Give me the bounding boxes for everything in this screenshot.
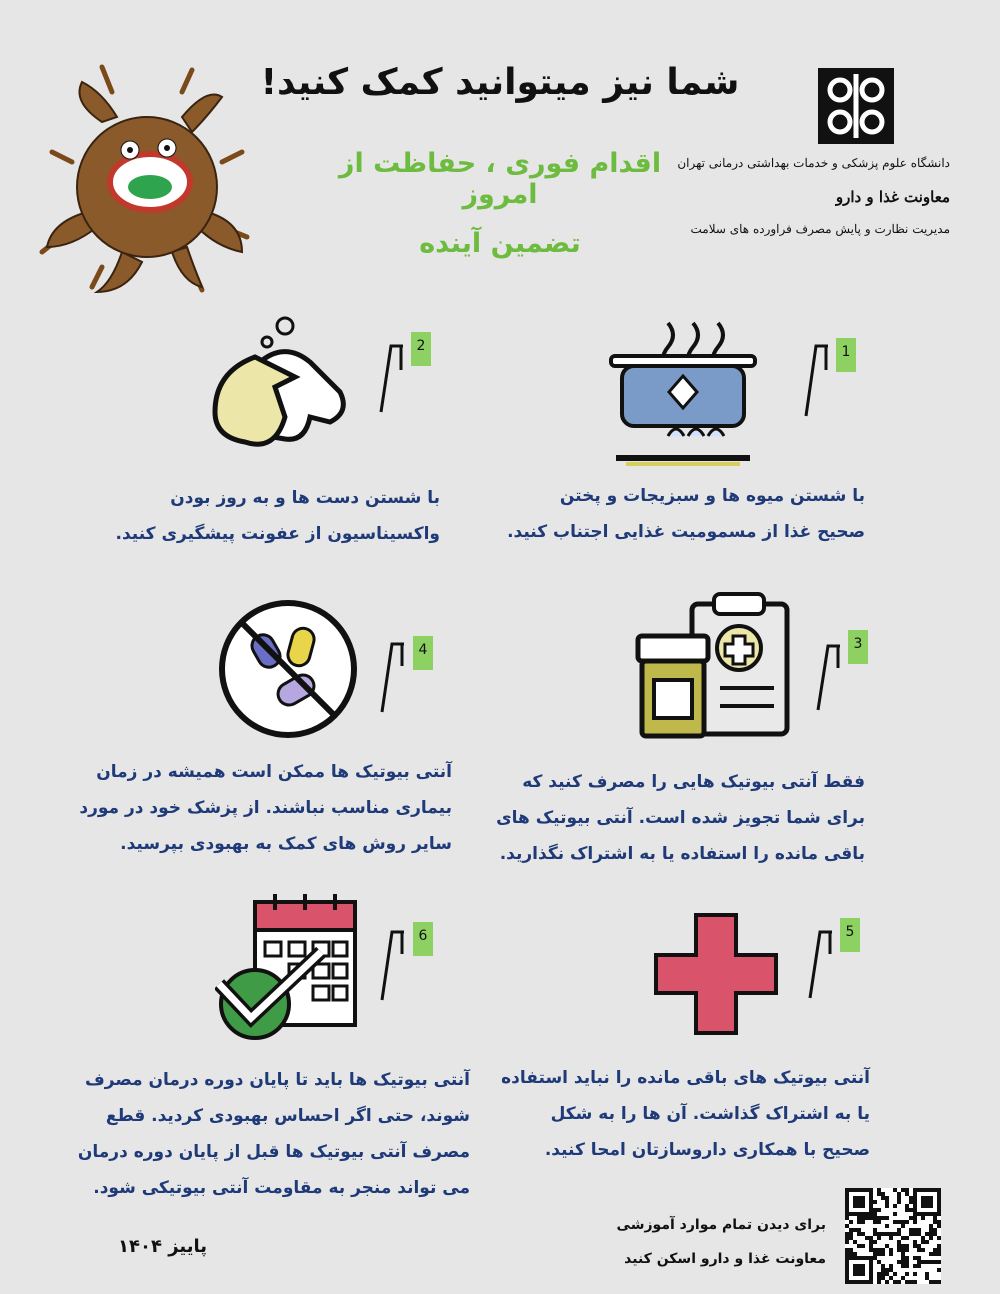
qr-code[interactable] <box>845 1188 941 1284</box>
tip-number-badge: 2 <box>411 332 431 366</box>
logo-department: معاونت غذا و دارو <box>835 188 950 206</box>
season-date: پاییز ۱۴۰۴ <box>118 1236 208 1257</box>
pen-mark-icon <box>804 924 844 1004</box>
tip-text: آنتی بیوتیک های باقی مانده را نباید استفاده یا به اشتراک گذاشت. آن ها را به شکل صحیح با همکاری داروسازتان امحا کنید. <box>501 1068 870 1160</box>
no-pills-icon <box>215 596 361 742</box>
pen-mark-icon <box>376 924 416 1004</box>
pen-mark-icon <box>812 638 852 718</box>
tip-number-badge: 5 <box>840 918 860 952</box>
tip-text: آنتی بیوتیک ها باید تا پایان دوره درمان مصرف شوند، حتی اگر احساس بهبودی کردید. قطع مصرف آنتی بیوتیک ها قبل از پایان دوره درمان می تواند منجر به مقاومت آنتی بیوتیکی شود. <box>77 1070 470 1198</box>
germ-monster-icon <box>32 62 262 302</box>
tip-text: با شستن دست ها و به روز بودن واکسیناسیون از عفونت پیشگیری کنید. <box>115 488 440 544</box>
tip-text: فقط آنتی بیوتیک هایی را مصرف کنید که برای شما تجویز شده است. آنتی بیوتیک های باقی مانده را استفاده یا به اشتراک نگذارید. <box>496 772 865 864</box>
cooking-pot-icon <box>608 318 758 468</box>
tip-text: آنتی بیوتیک ها ممکن است همیشه در زمان بیماری مناسب نباشند. از پزشک خود در مورد سایر روش های کمک به بهبودی بپرسید. <box>79 762 452 854</box>
qr-caption: برای دیدن تمام موارد آموزشی معاونت غذا و دارو اسکن کنید <box>616 1217 826 1267</box>
prescription-icon <box>634 588 794 743</box>
tip-number-badge: 6 <box>413 922 433 956</box>
calendar-check-icon <box>215 892 360 1044</box>
red-cross-icon <box>652 912 780 1036</box>
pen-mark-icon <box>800 338 840 418</box>
tip-text: با شستن میوه ها و سبزیجات و پختن صحیح غذا از مسمومیت غذایی اجتناب کنید. <box>507 486 865 542</box>
pen-mark-icon <box>375 338 415 418</box>
subtitle-line-2: تضمین آینده <box>419 228 581 259</box>
logo-management: مدیریت نظارت و پایش مصرف فراورده های سلامت <box>690 222 950 236</box>
logo-university-name: دانشگاه علوم پزشکی و خدمات بهداشتی درمانی تهران <box>677 156 950 170</box>
university-logo <box>818 68 894 144</box>
hand-washing-icon <box>205 312 355 462</box>
tip-number-badge: 1 <box>836 338 856 372</box>
page-title: شما نیز میتوانید کمک کنید! <box>260 62 740 103</box>
pen-mark-icon <box>376 636 416 716</box>
tip-number-badge: 4 <box>413 636 433 670</box>
tip-number-badge: 3 <box>848 630 868 664</box>
subtitle-line-1: اقدام فوری ، حفاظت از امروز <box>338 148 662 210</box>
